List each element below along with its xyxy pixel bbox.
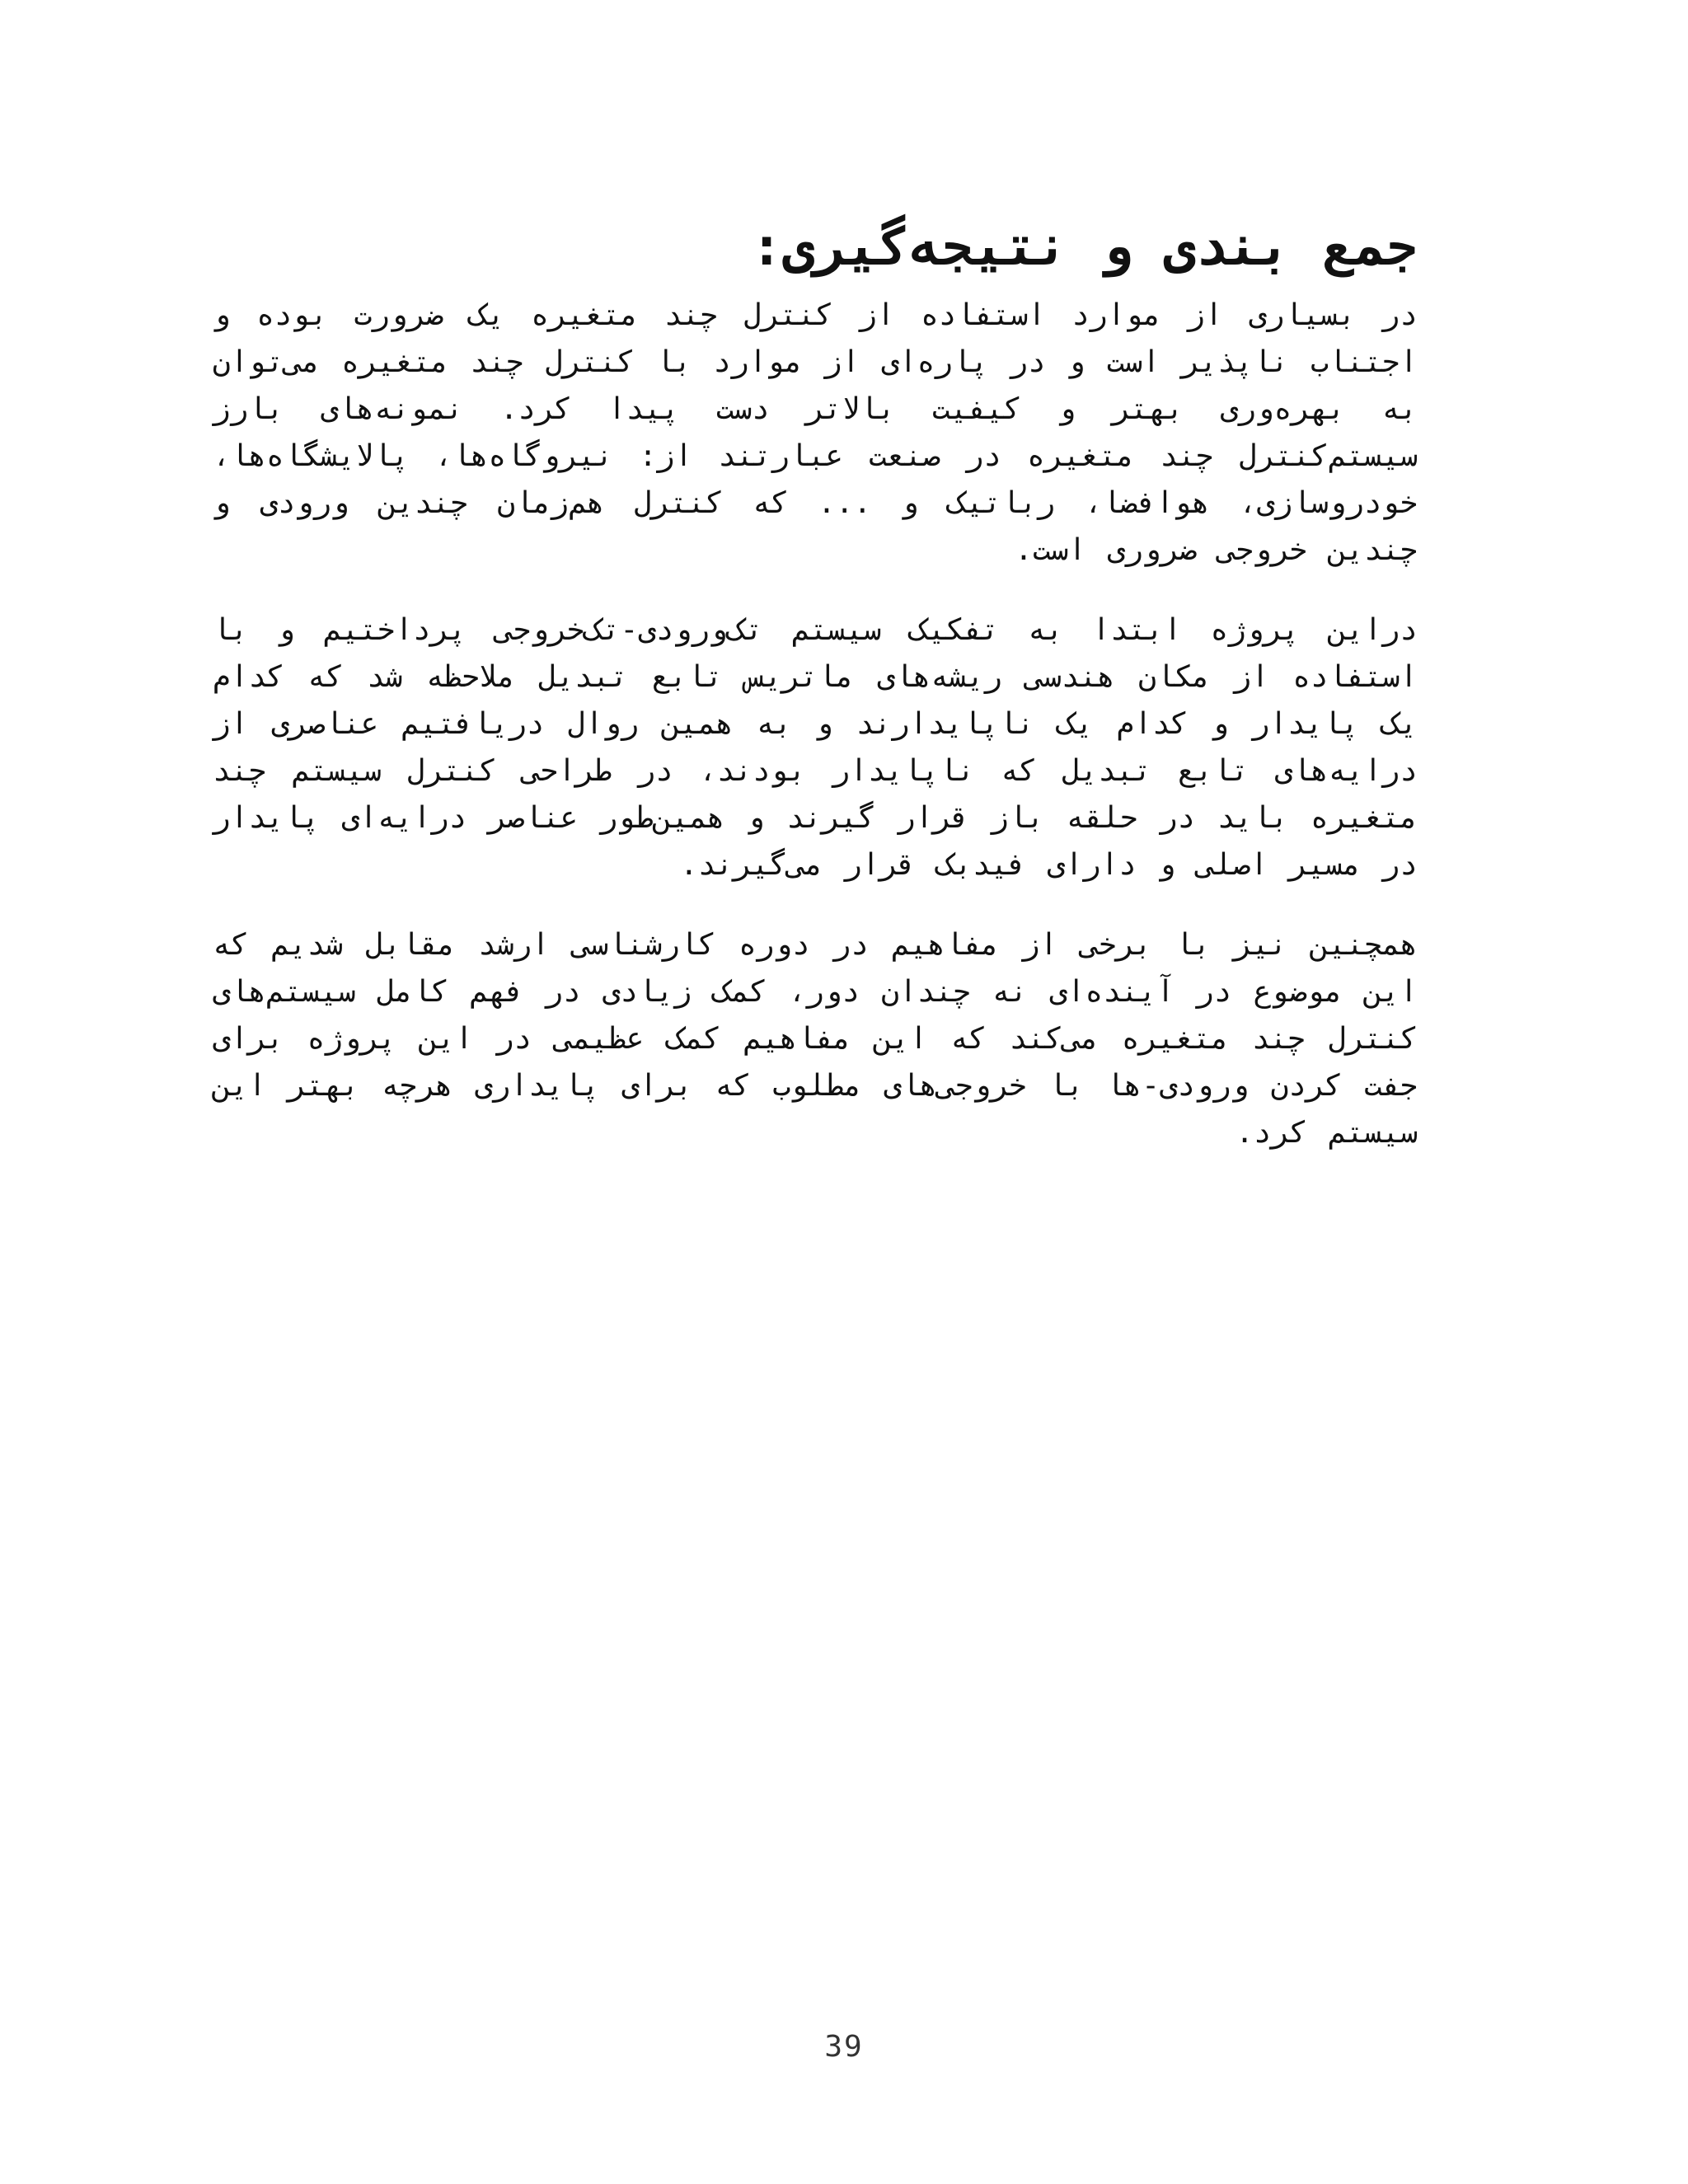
page-number: 39 [824,2030,864,2064]
paragraph-3: همچنین نیز با برخی از مفاهیم در دوره کارشناسی ارشد مقابل شدیم که این موضوع در آینده‌ای نه چندان دور، کمک زیادی در فهم کامل سیستم‌های کنترل چند متغیره می‌کند که این مفاهیم کمک عظیمی در این پروژه برای جفت کردن ورودی-ها با خروجی‌های مطلوب که برای پایداری هرچه بهتر این سیستم کرد. [213,928,1418,1150]
paragraph-2: دراین پروژه ابتدا به تفکیک سیستم تک‌ورودی-تک‌خروجی پرداختیم و با استفاده از مکان هندسی ریشه‌های ماتریس تابع تبدیل ملاحظه شد که کدام یک پایدار و کدام یک ناپایدارند و به همین روال دریافتیم عناصری از درایه‌های تابع تبدیل که ناپایدار بودند، در طراحی کنترل سیستم چند متغیره باید در حلقه باز قرار گیرند و همین‌طور عناصر درایه‌ای پایدار در مسیر اصلی و دارای فیدبک قرار می‌گیرند. [213,613,1418,882]
document-body [213,206,1418,1189]
section-title: جمع بندی و نتیجه‌گیری: [750,217,1418,278]
paragraph-1: در بسیاری از موارد استفاده از کنترل چند متغیره یک ضرورت بوده و اجتناب ناپذیر است و در پاره‌ای از موارد با کنترل چند متغیره می‌توان به بهره‌وری بهتر و کیفیت بالاتر دست پیدا کرد. نمونه‌های بارز سیستم‌کنترل چند متغیره در صنعت عبارتند از: نیروگاه‌ها، پالایشگاه‌ها، خودروسازی، هوافضا، رباتیک و ... که کنترل هم‌زمان چندین ورودی و چندین خروجی ضروری است. [213,298,1418,567]
